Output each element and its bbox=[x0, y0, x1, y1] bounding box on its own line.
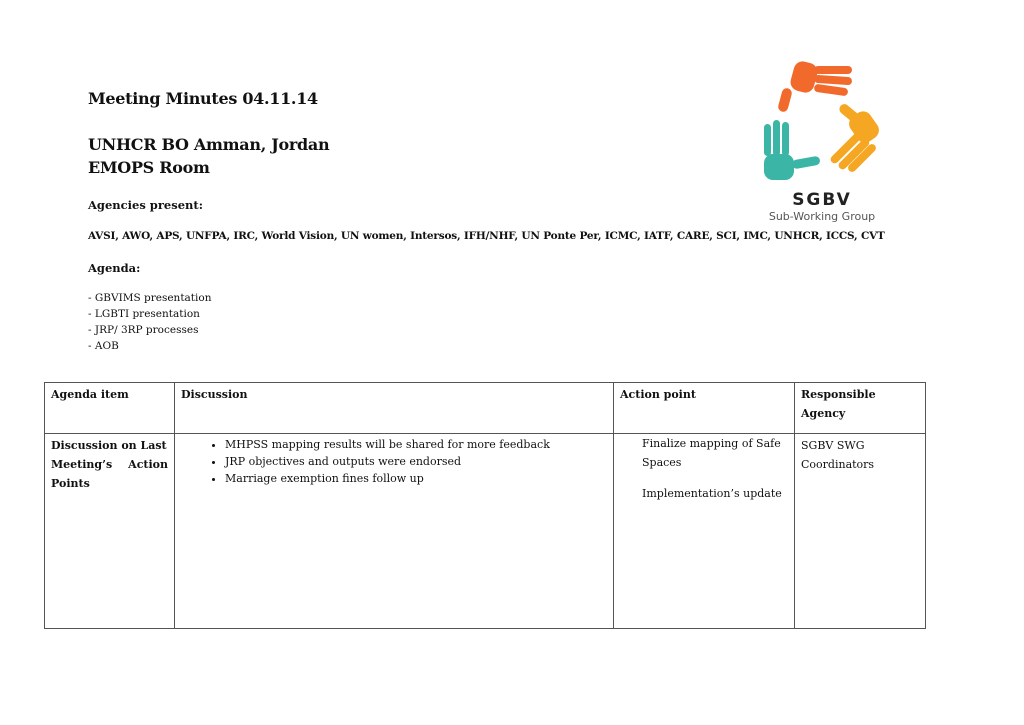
yellow-hand-icon bbox=[829, 102, 882, 173]
logo-title: SGBV bbox=[792, 190, 852, 210]
teal-hand-icon bbox=[764, 120, 821, 180]
agenda-list bbox=[88, 290, 211, 354]
agenda-item: - JRP/ 3RP processes bbox=[88, 324, 199, 336]
action-point-cell: Finalize mapping of Safe Spaces Implementation’s update bbox=[614, 434, 795, 629]
agenda-item-cell: Discussion on Last Meeting’s Action Points bbox=[45, 434, 175, 629]
agenda-item: - AOB bbox=[88, 340, 119, 352]
agencies-list: AVSI, AWO, APS, UNFPA, IRC, World Vision, UN women, Intersos, IFH/NHF, UN Ponte Per, ICMC, IATF, CARE, SCI, IMC, UNHCR, ICCS, CVT bbox=[88, 230, 885, 242]
discussion-item: • JRP objectives and outputs were endorsed bbox=[225, 453, 613, 470]
logo-subtitle: Sub-Working Group bbox=[768, 210, 876, 223]
page-title: Meeting Minutes 04.11.14 bbox=[88, 89, 318, 108]
agencies-label: Agencies present: bbox=[88, 198, 203, 212]
discussion-item: • MHPSS mapping results will be shared for more feedback bbox=[225, 436, 613, 453]
minutes-table bbox=[44, 382, 926, 629]
table-header-row bbox=[45, 383, 926, 434]
header-discussion: Discussion bbox=[175, 383, 614, 434]
location-office: UNHCR BO Amman, Jordan bbox=[88, 135, 330, 154]
table-row bbox=[45, 434, 926, 629]
orange-hand-icon bbox=[777, 59, 852, 112]
header-responsible-agency: Responsible Agency bbox=[795, 383, 926, 434]
header-agenda-item: Agenda item bbox=[45, 383, 175, 434]
discussion-item: • Marriage exemption fines follow up bbox=[225, 470, 613, 487]
agenda-label: Agenda: bbox=[88, 261, 141, 275]
discussion-cell bbox=[175, 434, 614, 629]
header-action-point: Action point bbox=[614, 383, 795, 434]
agenda-item: - LGBTI presentation bbox=[88, 308, 200, 320]
location-room: EMOPS Room bbox=[88, 158, 210, 177]
discussion-list bbox=[175, 436, 613, 487]
responsible-agency-cell: SGBV SWG Coordinators bbox=[795, 434, 926, 629]
agenda-item: - GBVIMS presentation bbox=[88, 292, 212, 304]
